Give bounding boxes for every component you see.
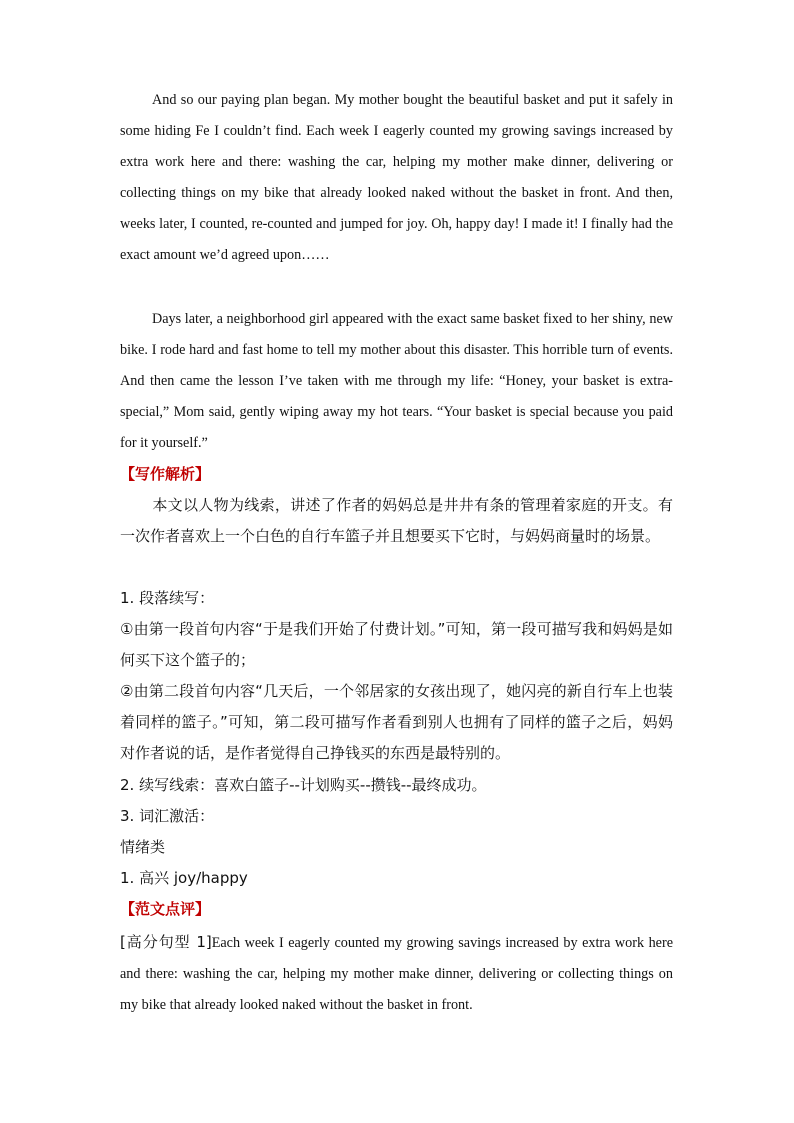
vocab-category: 情绪类 xyxy=(120,838,166,856)
analysis-intro xyxy=(120,490,673,552)
analysis-intro-text: 本文以人物为线索，讲述了作者的妈妈总是井井有条的管理着家庭的开支。有一次作者喜欢上一个白色的自行车篮子并且想要买下它时，与妈妈商量时的场景。 xyxy=(120,496,673,545)
passage-paragraph-2-text: Days later, a neighborhood girl appeared with the exact same basket fixed to her shiny, new bike. I rode hard and fast home to tell my mother about this disaster. This horrible turn of events. And then came the lesson I’ve taken with me through my life: “Honey, your basket is extra-special,” Mom said, gently wiping away my hot tears. “Your basket is special because you paid for it yourself.” xyxy=(120,311,673,451)
analysis-item-1b: ②由第二段首句内容“几天后，一个邻居家的女孩出现了，她闪亮的新自行车上也装着同样的篮子。”可知，第二段可描写作者看到别人也拥有了同样的篮子之后，妈妈对作者说的话，是作者觉得自己挣钱买的东西是最特别的。 xyxy=(120,682,673,762)
analysis-item-1-title: 1. 段落续写： xyxy=(120,589,215,607)
model-sentence-tag: [高分句型 1] xyxy=(120,933,212,951)
model-sentence xyxy=(120,927,673,1021)
analysis-heading: 【写作解析】 xyxy=(120,465,211,483)
analysis-item-2: 2. 续写线索：喜欢白篮子--计划购买--攒钱--最终成功。 xyxy=(120,776,487,794)
model-heading: 【范文点评】 xyxy=(120,900,211,918)
passage-paragraph-2 xyxy=(120,304,673,459)
vocab-item-1: 1. 高兴 joy/happy xyxy=(120,869,248,887)
analysis-item-3-title: 3. 词汇激活： xyxy=(120,807,215,825)
passage-paragraph-1-text: And so our paying plan began. My mother bought the beautiful basket and put it safely in some hiding Fe I couldn’t find. Each week I eagerly counted my growing savings increased by extra work here and there: washing the car, helping my mother make dinner, delivering or collecting things on my bike that already looked naked without the basket in front. And then, weeks later, I counted, re-counted and jumped for joy. Oh, happy day! I made it! I finally had the exact amount we’d agreed upon…… xyxy=(120,92,673,263)
analysis-item-1a: ①由第一段首句内容“于是我们开始了付费计划。”可知，第一段可描写我和妈妈是如何买下这个篮子的； xyxy=(120,620,673,669)
passage-paragraph-1 xyxy=(120,85,673,271)
model-sentence-text: Each week I eagerly counted my growing savings increased by extra work here and there: washing the car, helping my mother make dinner, delivering or collecting things on my bike that already looked naked without the basket in front. xyxy=(120,935,673,1013)
